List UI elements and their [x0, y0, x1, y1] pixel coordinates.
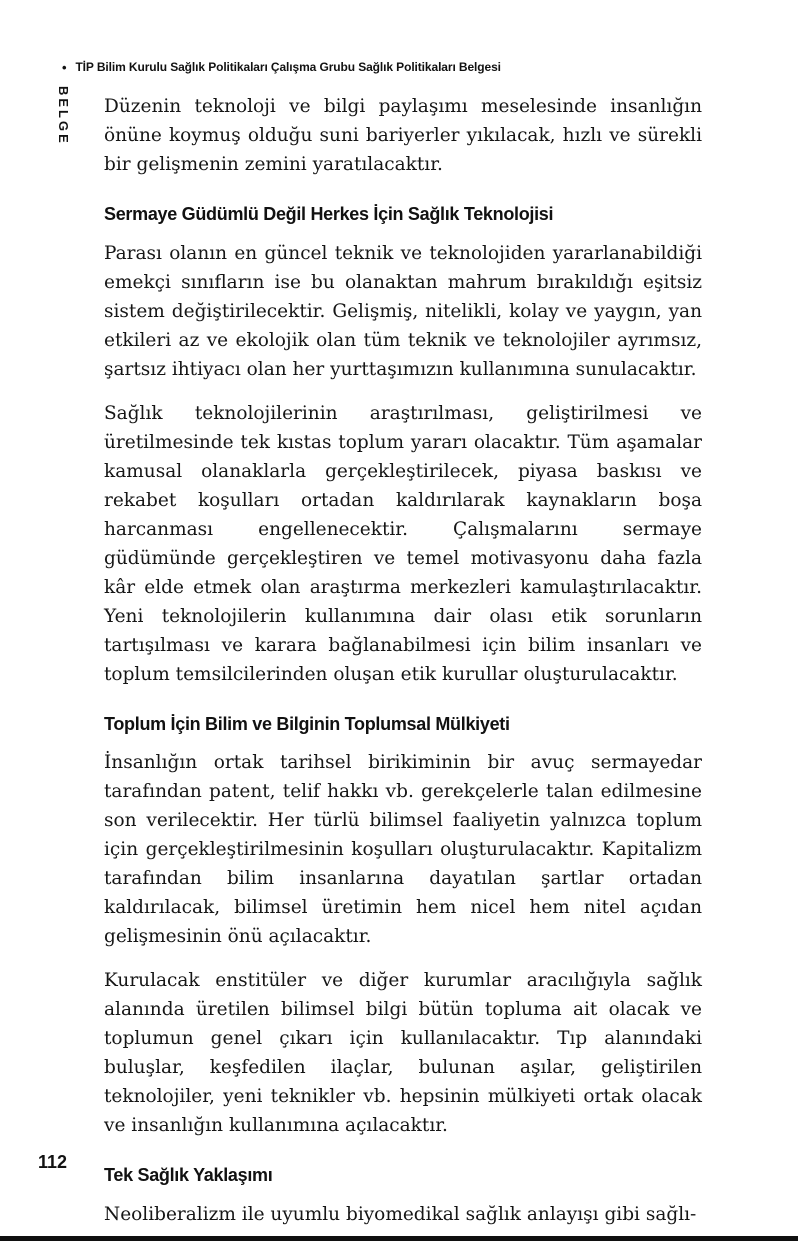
- body-paragraph-truncated: Neoliberalizm ile uyumlu biyomedikal sağlık anlayışı gibi sağlı-: [104, 1203, 697, 1225]
- body-paragraph: İnsanlığın ortak tarihsel birikiminin bir avuç sermayedar tarafından patent, telif hakkı vb. gerekçelerle talan edilmesine son verilecektir. Her türlü bilimsel faaliyetin yalnızca toplum için gerçekleştirilmesinin koşulları oluşturulacaktır. Kapitalizm tarafından bilim insanlarına dayatılan şartlar ortadan kaldırılacak, bilimsel üretimin hem nicel hem nitel açıdan gelişmesinin önü açılacaktır.: [104, 752, 702, 948]
- body-paragraph: Kurulacak enstitüler ve diğer kurumlar aracılığıyla sağlık alanında üretilen bilimsel bilgi bütün topluma ait olacak ve toplumun genel çıkarı için kullanılacaktır. Tıp alanındaki buluşlar, keşfedilen ilaçlar, bulunan aşılar, geliştirilen teknolojiler, yeni teknikler vb. hepsinin mülkiyeti ortak olacak ve insanlığın kullanımına açılacaktır.: [104, 970, 702, 1137]
- page-number: 112: [38, 1152, 68, 1172]
- body-paragraph-intro: Düzenin teknoloji ve bilgi paylaşımı meselesinde insanlığın önüne koymuş olduğu suni bariyerler yıkılacak, hızlı ve sürekli bir gelişmenin zemini yaratılacaktır.: [104, 96, 702, 175]
- page-bottom-edge: [0, 1236, 798, 1241]
- header-bullet-icon: •: [62, 59, 67, 75]
- body-paragraph: Parası olanın en güncel teknik ve teknolojiden yararlanabildiği emekçi sınıfların ise bu olanaktan mahrum bırakıldığı eşitsiz sistem değiştirilecektir. Gelişmiş, nitelikli, kolay ve yaygın, yan etkileri az ve ekolojik olan tüm teknik ve teknolojiler ayrımsız, şartsız ihtiyacı olan her yurttaşımızın kullanımına sunulacaktır.: [104, 242, 702, 380]
- side-label-belge: BELGE: [56, 86, 71, 146]
- section-heading-toplumsal-mulkiyet: Toplum İçin Bilim ve Bilginin Toplumsal Mülkiyeti: [104, 713, 510, 734]
- section-heading-tek-saglik: Tek Sağlık Yaklaşımı: [104, 1165, 273, 1186]
- body-paragraph: Sağlık teknolojilerinin araştırılması, geliştirilmesi ve üretilmesinde tek kıstas toplum yararı olacaktır. Tüm aşamalar kamusal olanaklarla gerçekleştirilecek, piyasa baskısı ve rekabet koşulları ortadan kaldırılarak kaynakların boşa harcanması engellenecektir. Çalışmalarını sermaye güdümünde gerçekleştiren ve temel motivasyonu daha fazla kâr elde etmek olan araştırma merkezleri kamulaştırılacaktır. Yeni teknolojilerin kullanımına dair olası etik sorunların tartışılması ve karara bağlanabilmesi için bilim insanları ve toplum temsilcilerinden oluşan etik kurullar oluşturulacaktır.: [104, 402, 702, 685]
- section-heading-saglik-teknolojisi: Sermaye Güdümlü Değil Herkes İçin Sağlık Teknolojisi: [104, 204, 554, 224]
- header-title: TİP Bilim Kurulu Sağlık Politikaları Çalışma Grubu Sağlık Politikaları Belgesi: [75, 60, 501, 74]
- running-header: [62, 60, 738, 74]
- page-content: [104, 92, 702, 1241]
